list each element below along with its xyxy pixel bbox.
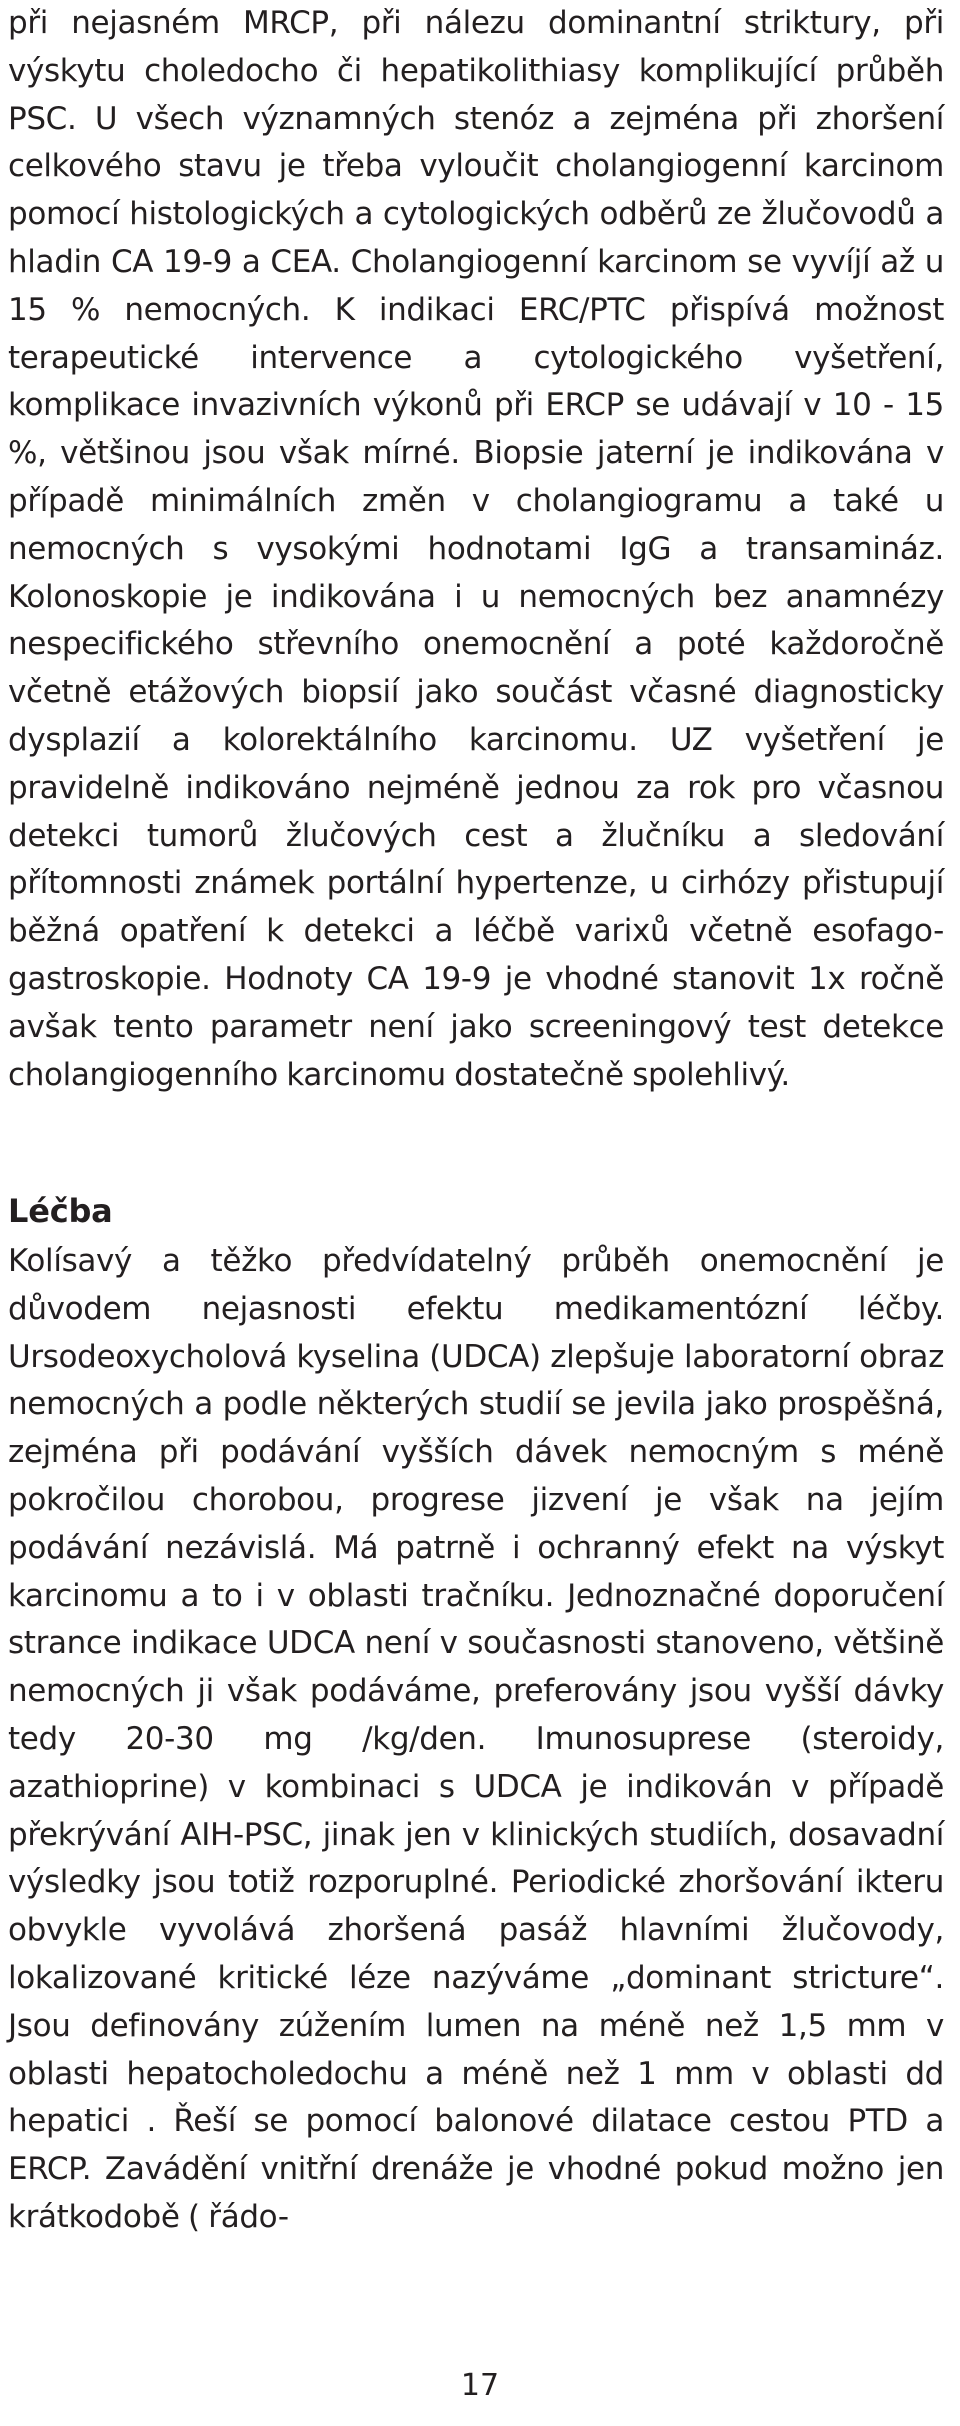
paragraph-text: Kolísavý a těžko předvídatelný průběh onemocnění je důvodem nejasnosti efektu medikamentózní léčby. Ursodeoxycholová kyselina (UDCA) zlepšuje laboratorní obraz nemocných a podle některých studií se jevila jako prospěšná, zejména při podávání vyšších dávek nemocným s méně pokročilou chorobou, progrese jizvení je však na jejím podávání nezávislá. Má patrně i ochranný efekt na výskyt karcinomu a to i v oblasti tračníku. Jednoznačné doporučení strance indikace UDCA není v současnosti stanoveno, většině nemocných ji však podáváme, preferovány jsou vyšší dávky tedy 20-30 mg /kg/den. Imunosuprese (steroidy, azathioprine) v kombinaci s UDCA je indikován v případě překrývání AIH-PSC, jinak jen v klinických studiích, dosavadní výsledky jsou totiž rozporuplné. Periodické zhoršování ikteru obvykle vyvolává zhoršená pasáž hlavními žlučovody, lokalizované kritické léze nazýváme „dominant stricture“. Jsou definovány zúžením lumen na méně než 1,5 mm v oblasti hepatocholedochu a méně než 1 mm v oblasti dd hepatici . Řeší se pomocí balonové dilatace cestou PTD a ERCP. Zavádění vnitřní drenáže je vhodné pokud možno jen krátkodobě ( řádo- — [8, 1243, 944, 2235]
page-number: 17 — [460, 2368, 500, 2403]
paragraph-text: při nejasném MRCP, při nálezu dominantní striktury, při výskytu choledocho či hepatikolithiasy komplikující průběh PSC. U všech významných stenóz a zejména při zhoršení celkového stavu je třeba vyloučit cholangiogenní karcinom pomocí histologických a cytologických odběrů ze žlučovodů a hladin CA 19-9 a CEA. Cholangiogenní karcinom se vyvíjí až u 15 % nemocných. K indikaci ERC/PTC přispívá možnost terapeutické intervence a cytologického vyšetření, komplikace invazivních výkonů při ERCP se udávají v 10 - 15 %, většinou jsou však mírné. Biopsie jaterní je indikována v případě minimálních změn v cholangiogramu a také u nemocných s vysokými hodnotami IgG a transamináz. Kolonoskopie je indikována i u nemocných bez anamnézy nespecifického střevního onemocnění a poté každoročně včetně etážových biopsií jako součást včasné diagnosticky dysplazií a kolorektálního karcinomu. UZ vyšetření je pravidelně indikováno nejméně jednou za rok pro včasnou detekci tumorů žlučových cest a žlučníku a sledování přítomnosti známek portální hypertenze, u cirhózy přistupují běžná opatření k detekci a léčbě varixů včetně esofago-gastroskopie. Hodnoty CA 19-9 je vhodné stanovit 1x ročně avšak tento parametr není jako screeningový test detekce cholangiogenního karcinomu dostatečně spolehlivý. — [8, 5, 944, 1093]
body-paragraph-treatment — [8, 1238, 944, 2242]
section-heading-treatment: Léčba — [8, 1192, 113, 1230]
body-paragraph-psc-diagnostics — [8, 0, 944, 1099]
